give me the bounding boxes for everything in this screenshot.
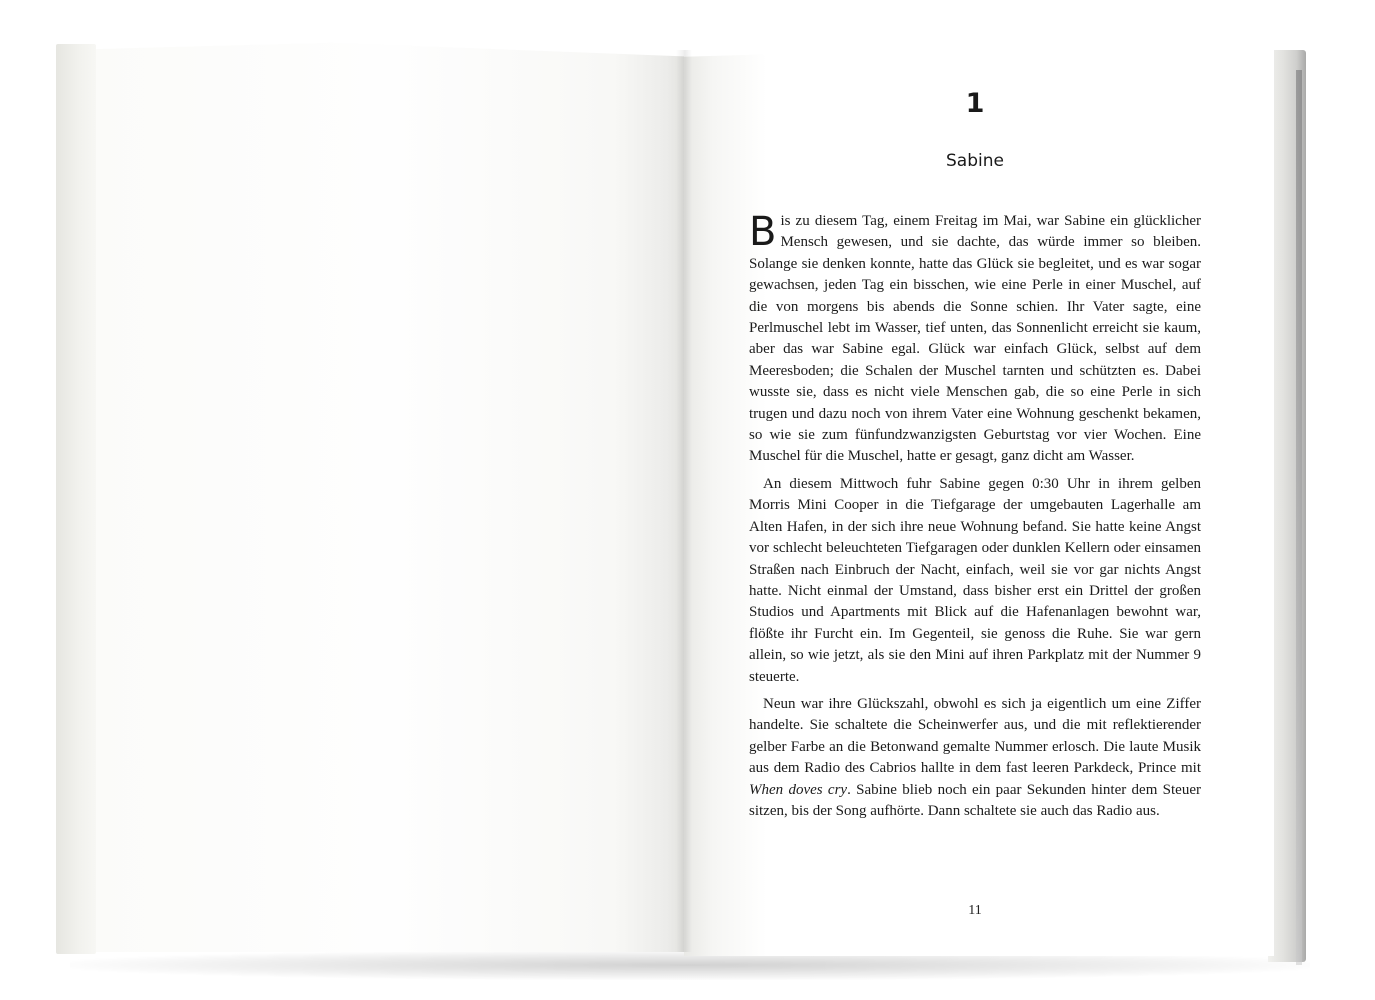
paragraph-2: An diesem Mittwoch fuhr Sabine gegen 0:30 Uhr in ihrem gelben Morris Mini Cooper in die Tiefgarage der umgebauten Lagerhalle am Alten Hafen, in der sich ihre neue Wohnung befand. Sie hatte keine Angst vor schlecht beleuchteten Tiefgaragen oder dunklen Kellern oder einsamen Straßen nach Einbruch der Nacht, einfach, weil sie vor gar nichts Angst hatte. Nicht einmal der Umstand, dass bisher erst ein Drittel der großen Studios und Apartments mit Blick auf die Hafenanlagen bewohnt war, flößte ihr Furcht ein. Im Gegenteil, sie genoss die Ruhe. Sie war gern allein, so wie jetzt, als sie den Mini auf ihren Parkplatz mit der Nummer 9 steuerte. xyxy=(749,475,1201,685)
paragraph-3-text-before: Neun war ihre Glückszahl, obwohl es sich ja eigentlich um eine Ziffer handelte. Sie schaltete die Scheinwerfer aus, und die mit reflektierender gelber Farbe an die Betonwand gemalte Nummer erlosch. Die laute Musik aus dem Radio des Cabrios hallte in dem fast leeren Parkdeck, Prince mit xyxy=(749,695,1201,777)
paragraph-1-text: is zu diesem Tag, einem Freitag im Mai, war Sabine ein glücklicher Mensch gewesen, und sie dachte, das würde immer so bleiben. Solange sie denken konnte, hatte das Glück sie begleitet, und es war sogar gewachsen, jeden Tag ein bisschen, wie eine Perle in einer Muschel, auf die von morgens bis abends die Sonne schien. Ihr Vater sagte, eine Perlmuschel lebt im Wasser, tief unten, das Sonnenlicht erreicht sie kaum, aber das war Sabine egal. Glück war einfach Glück, selbst auf dem Meeresboden; die Schalen der Muschel tarnten und schützten es. Dabei wusste sie, dass es nicht viele Menschen gab, die so eine Perle in sich trugen und dazu noch von ihrem Vater eine Wohnung geschenkt bekamen, so wie sie zum fünfundzwanzigsten Geburtstag vor vier Wochen. Eine Muschel für die Muschel, hatte er gesagt, ganz dicht am Wasser. xyxy=(749,213,1201,465)
paragraph-1 xyxy=(749,211,1201,468)
page-number: 11 xyxy=(968,903,982,918)
book-gutter xyxy=(676,50,692,952)
song-title: When doves cry xyxy=(749,781,848,798)
paragraph-3-text-after: . Sabine blieb noch ein paar Sekunden hinter dem Steuer sitzen, bis der Song aufhörte. Dann schaltete sie auch das Radio aus. xyxy=(749,781,1201,819)
left-page-blank xyxy=(96,40,684,952)
left-page-stack-edge xyxy=(56,44,96,954)
cover-edge xyxy=(1296,70,1302,965)
drop-cap: B xyxy=(749,209,777,255)
chapter-title: Sabine xyxy=(946,151,1004,171)
chapter-number: 1 xyxy=(965,88,985,119)
chapter-body xyxy=(749,211,1201,822)
paragraph-3 xyxy=(749,694,1201,822)
